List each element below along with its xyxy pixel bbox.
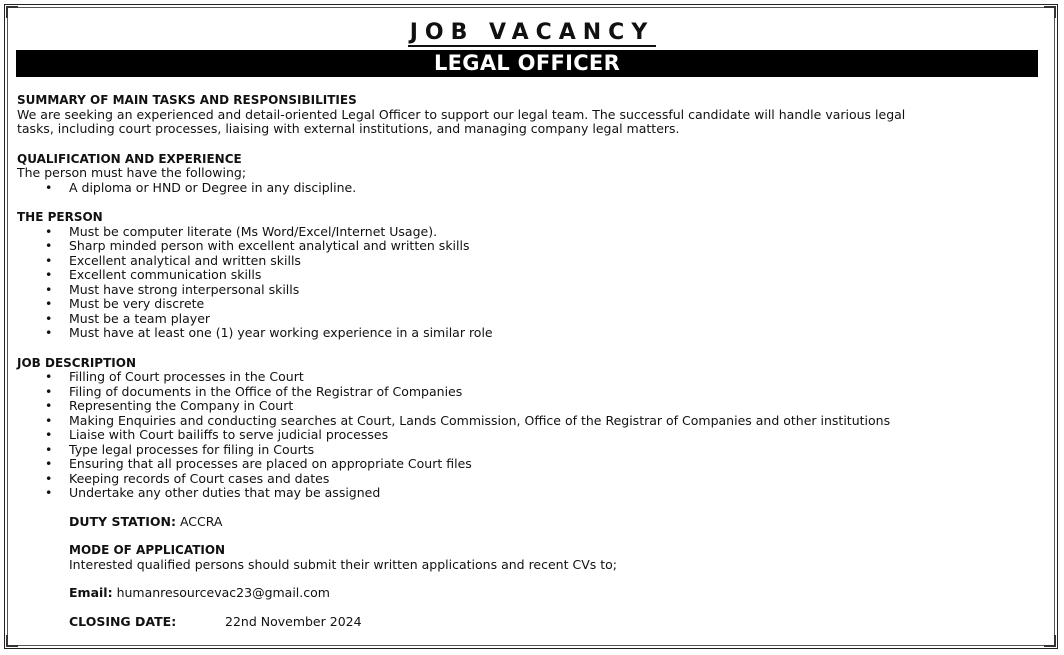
corner-ornament: [1044, 635, 1056, 647]
position-banner: LEGAL OFFICER: [16, 50, 1038, 77]
list-item: • Liaise with Court bailiffs to serve judicial processes: [17, 428, 1047, 443]
qualification-heading: QUALIFICATION AND EXPERIENCE: [17, 151, 242, 166]
job-description-list: [17, 370, 1047, 501]
application-text: Interested qualified persons should submit their written applications and recent CVs to;: [69, 556, 618, 572]
closing-date-suffix: nd: [240, 613, 257, 629]
application-heading: MODE OF APPLICATION: [69, 543, 226, 557]
list-item: • Making Enquiries and conducting searches at Court, Lands Commission, Office of the Registrar of Companies and other institutions: [17, 414, 1047, 429]
list-item: • A diploma or HND or Degree in any discipline.: [17, 181, 1047, 196]
summary-heading: SUMMARY OF MAIN TASKS AND RESPONSIBILITIES: [17, 93, 357, 107]
vacancy-body: [17, 93, 1047, 629]
email-address: humanresourcevac23@gmail.com: [116, 585, 330, 600]
closing-date-day: 22: [225, 613, 241, 629]
email-line: [17, 586, 1047, 601]
list-item: • Excellent communication skills: [17, 268, 1047, 283]
list-item: • Must have at least one (1) year working experience in a similar role: [17, 326, 1047, 341]
vacancy-title: [0, 20, 1064, 46]
list-item: • Must be very discrete: [17, 297, 1047, 312]
person-section: [17, 210, 1047, 341]
list-item: • Keeping records of Court cases and dates: [17, 472, 1047, 487]
closing-date-label: CLOSING DATE:: [69, 613, 177, 629]
list-item: • Ensuring that all processes are placed on appropriate Court files: [17, 457, 1047, 472]
summary-line: tasks, including court processes, liaising with external institutions, and managing company legal matters.: [17, 121, 680, 136]
summary-section: [17, 93, 1047, 137]
vacancy-title-text: JOB VACANCY: [409, 20, 655, 45]
list-item: • Must have strong interpersonal skills: [17, 283, 1047, 298]
list-item: • Filling of Court processes in the Court: [17, 370, 1047, 385]
list-item: • Type legal processes for filing in Courts: [17, 443, 1047, 458]
email-label: Email:: [69, 585, 113, 600]
corner-ornament: [6, 6, 18, 18]
application-section: [17, 543, 1047, 572]
list-item: • Undertake any other duties that may be assigned: [17, 486, 1047, 501]
qualification-intro: The person must have the following;: [17, 165, 247, 180]
qualification-section: [17, 152, 1047, 196]
list-item: • Filing of documents in the Office of the Registrar of Companies: [17, 385, 1047, 400]
person-heading: THE PERSON: [17, 210, 103, 224]
job-description-section: [17, 356, 1047, 501]
person-list: [17, 225, 1047, 341]
closing-date: [17, 615, 1047, 630]
job-description-heading: JOB DESCRIPTION: [17, 355, 136, 370]
duty-station: [17, 515, 1047, 530]
closing-date-rest: November 2024: [256, 613, 362, 629]
duty-station-label: DUTY STATION:: [69, 513, 176, 529]
corner-ornament: [6, 635, 18, 647]
closing-date-value: [225, 615, 362, 630]
corner-ornament: [1044, 6, 1056, 18]
list-item: • Must be a team player: [17, 312, 1047, 327]
qualification-list: [17, 181, 1047, 196]
list-item: • Excellent analytical and written skills: [17, 254, 1047, 269]
list-item: • Sharp minded person with excellent analytical and written skills: [17, 239, 1047, 254]
duty-station-value: ACCRA: [179, 513, 223, 529]
list-item: • Must be computer literate (Ms Word/Excel/Internet Usage).: [17, 225, 1047, 240]
list-item: • Representing the Company in Court: [17, 399, 1047, 414]
summary-line: We are seeking an experienced and detail-oriented Legal Officer to support our legal team. The successful candidate will handle various legal: [17, 106, 906, 122]
